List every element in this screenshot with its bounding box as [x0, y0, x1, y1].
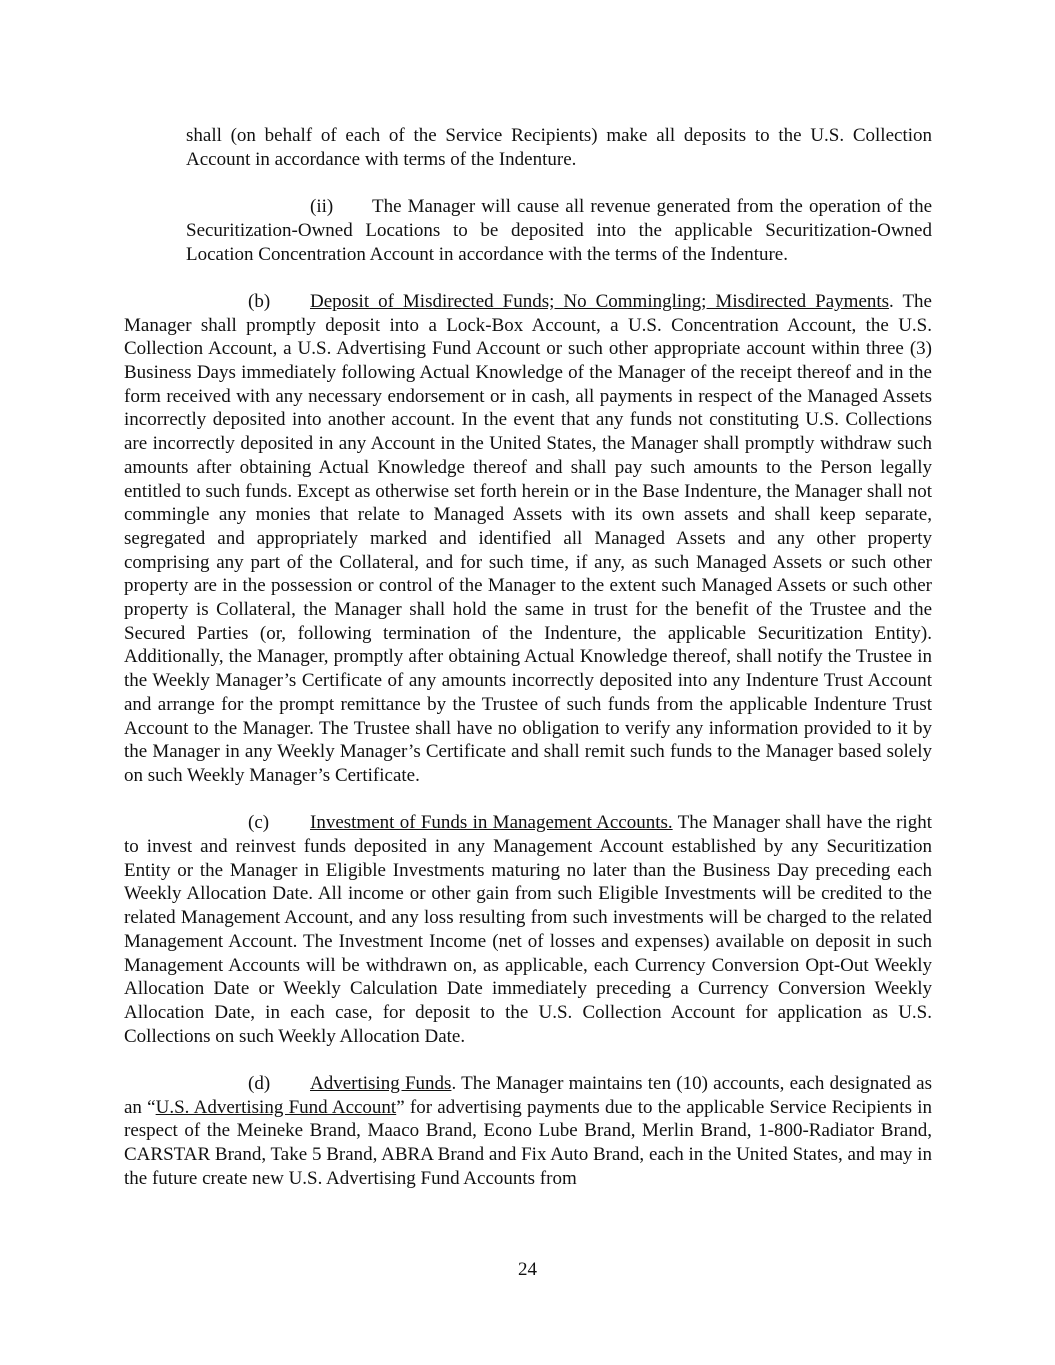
section-b-text: The Manager shall promptly deposit into a Lock-Box Account, a U.S. Concentration Account, the U.S. Collection Account, a U.S. Advertising Fund Account or such other appropriate account within three (3) Business Days immediately following Actual Knowledge of the Manager of the receipt thereof and in the form received with any necessary endorsement or in cash, all payments in respect of the Managed Assets incorrectly deposited into another account. In the event that any funds not constituting U.S. Collections are incorrectly deposited in any Account in the United States, the Manager shall promptly withdraw such amounts after obtaining Actual Knowledge thereof and shall pay such amounts to the Person legally entitled to such funds. Except as otherwise set forth herein or in the Base Indenture, the Manager shall not commingle any monies that relate to Managed Assets with its own assets and shall keep separate, segregated and appropriately marked and identified all Managed Assets and any other property comprising any part of the Collateral, and for such time, if any, as such Managed Assets or such other property are in the possession or control of the Manager to the extent such Managed Assets or such other property is Collateral, the Manager shall hold the same in trust for the benefit of the Trustee and the Secured Parties (or, following termination of the Indenture, the applicable Securitization Entity). Additionally, the Manager, promptly after obtaining Actual Knowledge thereof, shall notify the Trustee in the Weekly Manager’s Certificate of any amounts incorrectly deposited into any Indenture Trust Account and arrange for the prompt remittance by the Trustee of such funds from the applicable Indenture Trust Account to the Manager. The Trustee shall have no obligation to verify any information provided to it by the Manager in any Weekly Manager’s Certificate and shall remit such funds to the Manager based solely on such Weekly Manager’s Certificate.: [124, 290, 932, 786]
section-b-label: (b): [248, 290, 271, 312]
section-c-paragraph: [124, 811, 932, 1048]
subsection-ii-label: (ii): [310, 196, 334, 218]
section-d-defined-term: U.S. Advertising Fund Account: [155, 1096, 397, 1118]
section-b-heading-punct: .: [889, 290, 894, 312]
section-d-heading: Advertising Funds: [310, 1073, 452, 1095]
continuation-paragraph: shall (on behalf of each of the Service Recipients) make all deposits to the U.S. Collection Account in accordance with terms of the Indenture.: [186, 125, 932, 170]
section-d-label: (d): [248, 1073, 271, 1095]
section-b-paragraph: [124, 290, 932, 788]
section-d-paragraph: [124, 1072, 932, 1191]
section-c-label: (c): [248, 812, 270, 834]
section-d-text-a: . The Manager maintains ten (10) accounts, each designated as an “: [124, 1073, 932, 1118]
section-d-text-b: ” for advertising payments due to the applicable Service Recipients in respect of the Meineke Brand, Maaco Brand, Econo Lube Brand, Merlin Brand, 1-800-Radiator Brand, CARSTAR Brand, Take 5 Brand, ABRA Brand and Fix Auto Brand, each in the United States, and may in the future create new U.S. Advertising Fund Accounts from: [124, 1096, 932, 1189]
section-c-heading: Investment of Funds in Management Accounts.: [310, 812, 673, 834]
section-c-text: The Manager shall have the right to invest and reinvest funds deposited in any Management Account established by any Securitization Entity or the Manager in Eligible Investments maturing no later than the Business Day preceding each Weekly Allocation Date. All income or other gain from such Eligible Investments will be credited to the related Management Account, and any loss resulting from such investments will be charged to the related Management Account. The Investment Income (net of losses and expenses) available on deposit in such Management Accounts will be withdrawn on, as applicable, each Currency Conversion Opt-Out Weekly Allocation Date or Weekly Calculation Date immediately preceding a Currency Conversion Weekly Allocation Date, in each case, for deposit to the U.S. Collection Account for application as U.S. Collections on such Weekly Allocation Date.: [124, 812, 932, 1047]
page-number: 24: [518, 1259, 537, 1280]
subsection-ii-text: The Manager will cause all revenue generated from the operation of the Securitization-Owned Locations to be deposited into the applicable Securitization-Owned Location Concentration Account in accordance with the terms of the Indenture.: [186, 196, 932, 265]
subsection-ii-paragraph: [186, 195, 932, 266]
section-b-heading: Deposit of Misdirected Funds; No Commingling; Misdirected Payments: [310, 290, 890, 312]
document-page: [124, 124, 932, 1191]
